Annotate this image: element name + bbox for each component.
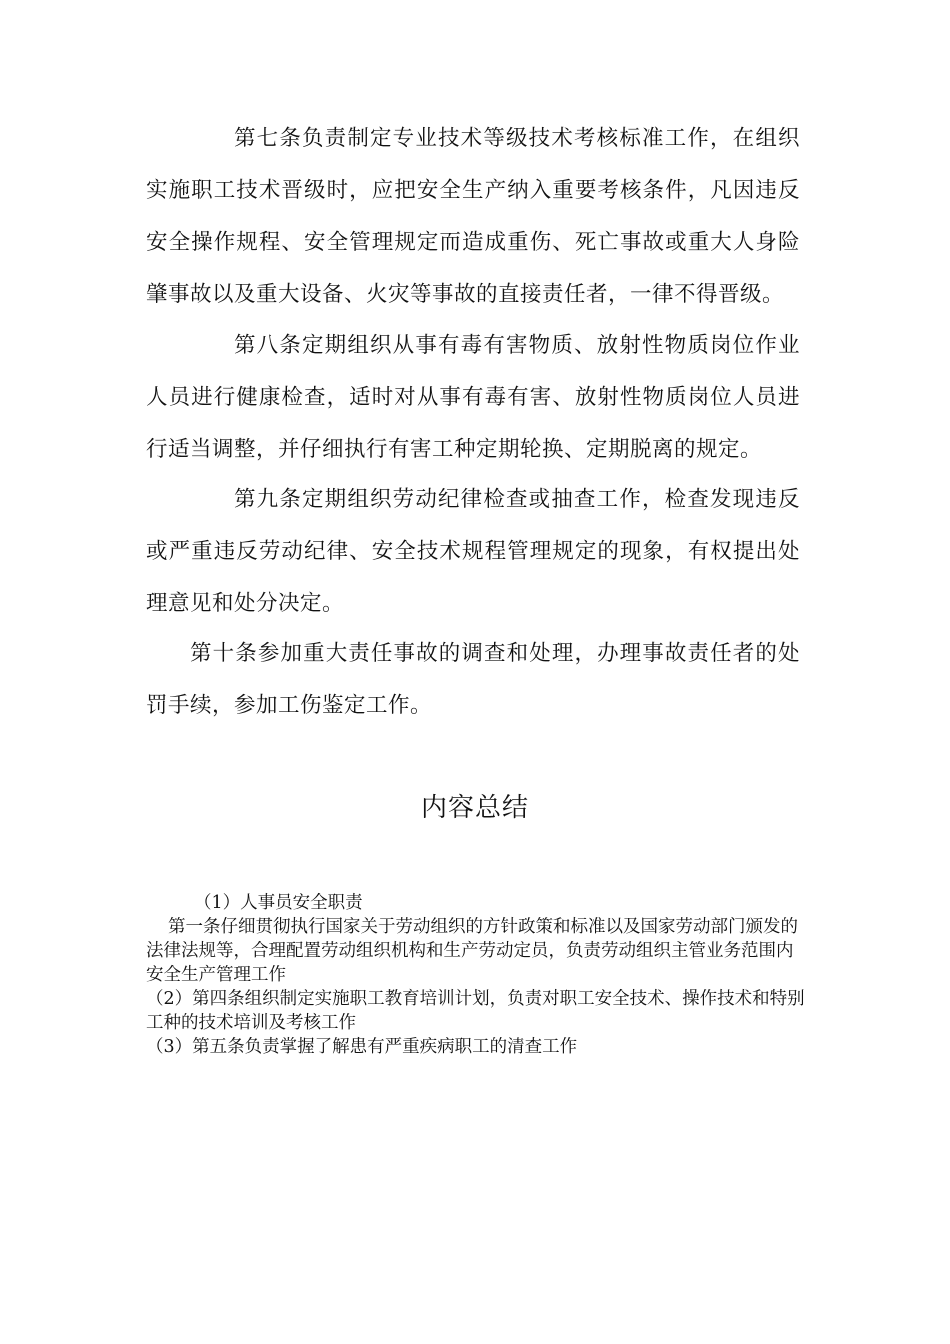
summary-title: 内容总结 <box>420 793 529 823</box>
article-10-text: 第十条参加重大责任事故的调查和处理，办理事故责任者的处罚手续，参加工伤鉴定工作。 <box>146 641 800 718</box>
article-7-text: 第七条负责制定专业技术等级技术考核标准工作，在组织实施职工技术晋级时，应把安全生产纳入重要考核条件，凡因违反安全操作规程、安全管理规定而造成重伤、死亡事故或重大人身险肇事故以及重大设备、火灾等事故的直接责任者，一律不得晋级。 <box>146 126 800 307</box>
summary-item-1-body: 第一条仔细贯彻执行国家关于劳动组织的方针政策和标准以及国家劳动部门颁发的法律法规等，合理配置劳动组织机构和生产劳动定员，负责劳动组织主管业务范围内安全生产管理工作 <box>146 917 798 985</box>
article-8-text: 第八条定期组织从事有毒有害物质、放射性物质岗位作业人员进行健康检查，适时对从事有毒有害、放射性物质岗位人员进行适当调整，并仔细执行有害工种定期轮换、定期脱离的规定。 <box>146 333 800 462</box>
summary-item-1-heading: （1）人事员安全职责 <box>194 893 363 913</box>
article-9-text: 第九条定期组织劳动纪律检查或抽查工作，检查发现违反或严重违反劳动纪律、安全技术规程管理规定的现象，有权提出处理意见和处分决定。 <box>146 487 800 616</box>
summary-item-3: （3）第五条负责掌握了解患有严重疾病职工的清查工作 <box>146 1037 578 1057</box>
article-9-paragraph <box>146 474 800 630</box>
article-10-paragraph <box>146 628 800 732</box>
summary-section <box>146 891 806 1059</box>
article-8-paragraph <box>146 320 800 476</box>
summary-item-2: （2）第四条组织制定实施职工教育培训计划，负责对职工安全技术、操作技术和特别工种的技术培训及考核工作 <box>146 989 805 1033</box>
article-7-paragraph <box>146 113 800 321</box>
